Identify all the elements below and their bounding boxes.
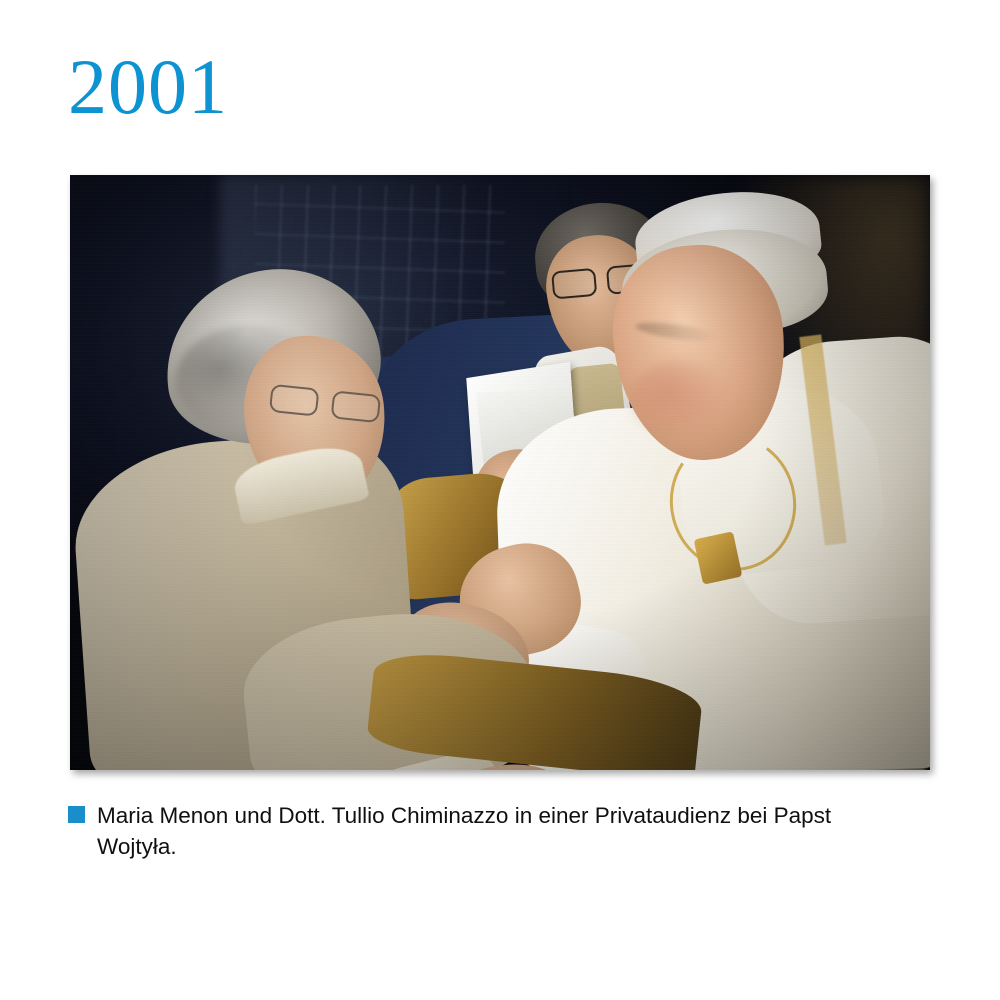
photo-scene	[70, 175, 930, 770]
page-title: 2001	[68, 43, 228, 130]
caption-text: Maria Menon und Dott. Tullio Chiminazzo in einer Privataudienz bei Papst Wojtyła.	[97, 803, 832, 859]
square-bullet-icon	[68, 806, 85, 823]
caption	[68, 800, 948, 862]
pope-cheek	[630, 360, 725, 440]
photograph	[70, 175, 930, 770]
